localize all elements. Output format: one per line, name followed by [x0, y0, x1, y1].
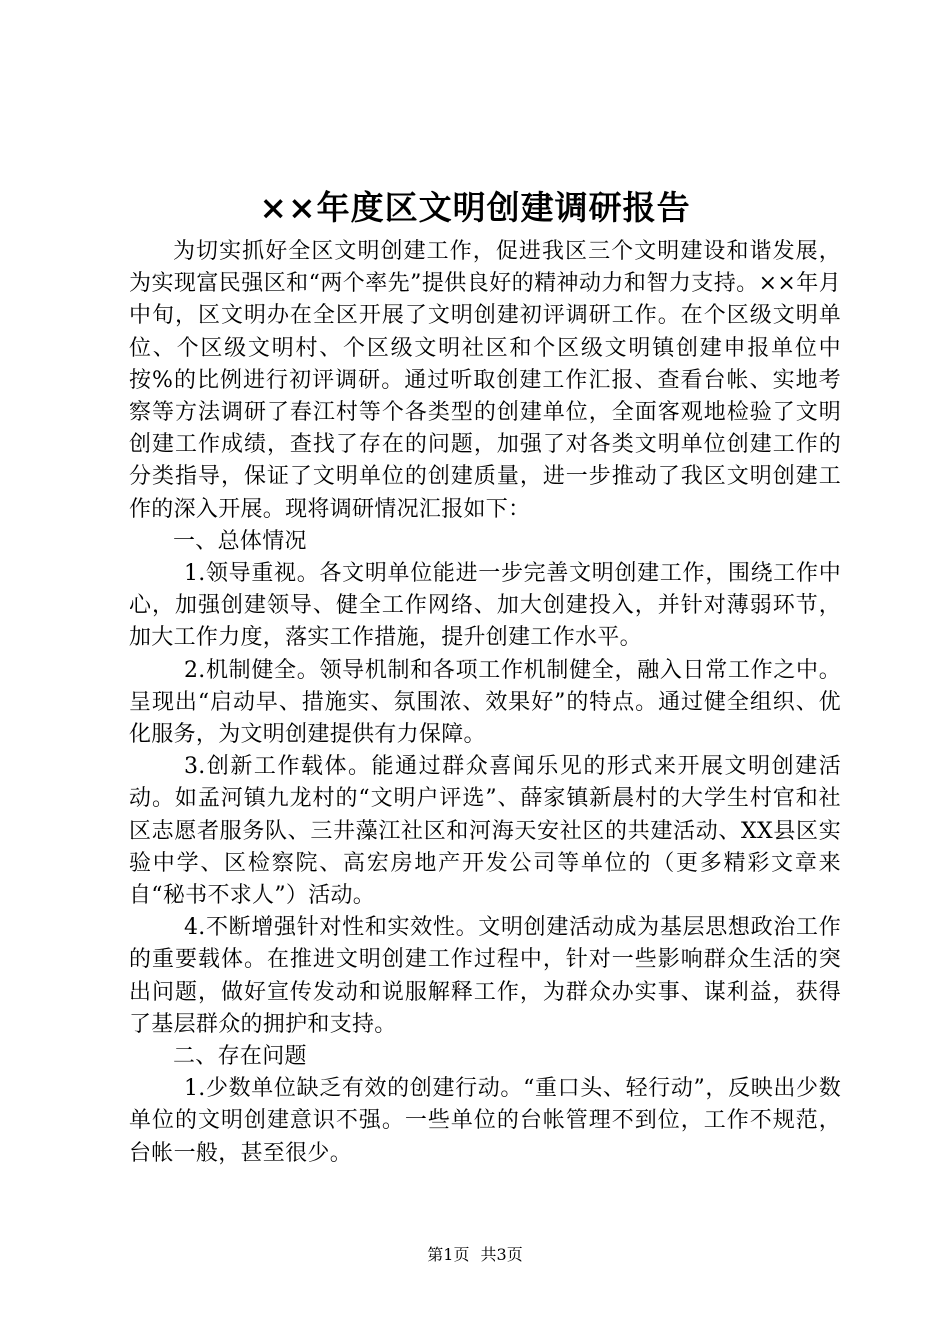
list-item: 4.不断增强针对性和实效性。文明创建活动成为基层思想政治工作的重要载体。在推进文明创建工作过程中，针对一些影响群众生活的突出问题，做好宣传发动和说服解释工作，为群众办实事、谋利益，获得了基层群众的拥护和支持。 [129, 915, 841, 1037]
page-total: 共3页 [480, 1245, 523, 1264]
list-item: 1.领导重视。各文明单位能进一步完善文明创建工作，围绕工作中心，加强创建领导、健全工作网络、加大创建投入，并针对薄弱环节，加大工作力度，落实工作措施，提升创建工作水平。 [129, 561, 841, 651]
section-heading-overall: 一、总体情况 [173, 528, 307, 554]
page-number: 第1页 [427, 1245, 470, 1264]
list-item: 1.少数单位缺乏有效的创建行动。“重口头、轻行动”，反映出少数单位的文明创建意识不强。一些单位的台帐管理不到位，工作不规范，台帐一般，甚至很少。 [129, 1076, 841, 1166]
section-heading-problems: 二、存在问题 [173, 1044, 307, 1070]
document-body [129, 236, 841, 1170]
document-title: ××年度区文明创建调研报告 [259, 188, 691, 227]
page-footer [0, 1245, 950, 1265]
list-item: 2.机制健全。领导机制和各项工作机制健全，融入日常工作之中。呈现出“启动早、措施实、氛围浓、效果好”的特点。通过健全组织、优化服务，为文明创建提供有力保障。 [129, 657, 841, 748]
intro-paragraph: 为切实抓好全区文明创建工作，促进我区三个文明建设和谐发展，为实现富民强区和“两个率先”提供良好的精神动力和智力支持。××年月中旬，区文明办在全区开展了文明创建初评调研工作。在个区级文明单位、个区级文明村、个区级文明社区和个区级文明镇创建申报单位中按%的比例进行初评调研。通过听取创建工作汇报、查看台帐、实地考察等方法调研了春江村等个各类型的创建单位，全面客观地检验了文明创建工作成绩，查找了存在的问题，加强了对各类文明单位创建工作的分类指导，保证了文明单位的创建质量，进一步推动了我区文明创建工作的深入开展。现将调研情况汇报如下： [129, 239, 841, 522]
list-item: 3.创新工作载体。能通过群众喜闻乐见的形式来开展文明创建活动。如孟河镇九龙村的“文明户评选”、薛家镇新晨村的大学生村官和社区志愿者服务队、三井藻江社区和河海天安社区的共建活动、XX县区实验中学、区检察院、高宏房地产开发公司等单位的（更多精彩文章来自“秘书不求人”）活动。 [129, 754, 841, 909]
